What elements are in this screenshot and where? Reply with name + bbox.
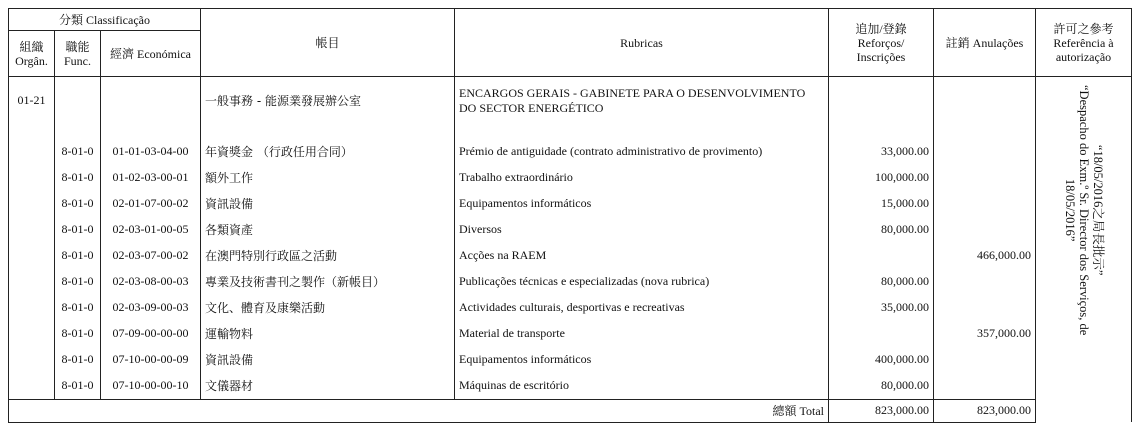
authorization-note: “18/05/2016之局長批示” “Despacho do Exm.º Sr. Director dos Serviços, de 18/05/2016”: [1062, 85, 1105, 336]
table-row: 8-01-0 02-01-07-00-02 資訊設備 Equipamentos informáticos 15,000.00: [9, 191, 1132, 217]
group-org: 01-21: [9, 77, 55, 125]
item-zh-header: 帳目: [201, 9, 455, 77]
table-row: 8-01-0 02-03-08-00-03 專業及技術書刊之製作（新帳目） Publicações técnicas e especializadas (nova rubrica) 80,000.00: [9, 269, 1132, 295]
table-row: 8-01-0 01-01-03-04-00 年資獎金 （行政任用合同） Prémio de antiguidade (contrato administrativo de provimento) 33,000.00: [9, 139, 1132, 165]
total-anulacao: 823,000.00: [934, 399, 1036, 422]
table-row: 8-01-0 07-09-00-00-00 運輸物料 Material de transporte 357,000.00: [9, 321, 1132, 347]
anulacoes-header: 註銷 Anulações: [934, 9, 1036, 77]
org-header: 組織 Orgân.: [9, 31, 55, 77]
table-row: 8-01-0 07-10-00-00-09 資訊設備 Equipamentos informáticos 400,000.00: [9, 347, 1132, 373]
group-row: [9, 77, 1132, 125]
total-label: 總額 Total: [9, 399, 829, 422]
table-row: 8-01-0 01-02-03-00-01 額外工作 Trabalho extraordinário 100,000.00: [9, 165, 1132, 191]
rubricas-header: Rubricas: [455, 9, 829, 77]
budget-table: [8, 8, 1132, 423]
referencia-header: 許可之參考 Referência à autorização: [1036, 9, 1132, 77]
table-row: 8-01-0 02-03-07-00-02 在澳門特別行政區之活動 Acções na RAEM 466,000.00: [9, 243, 1132, 269]
classification-header: 分類 Classificação: [9, 9, 201, 31]
table-row: 8-01-0 02-03-01-00-05 各類資產 Diversos 80,000.00: [9, 217, 1132, 243]
group-name-zh: 一般事務 - 能源業發展辦公室: [201, 77, 455, 125]
total-reforco: 823,000.00: [829, 399, 934, 422]
econ-header: 經濟 Económica: [101, 31, 201, 77]
table-row: 8-01-0 07-10-00-00-10 文儀器材 Máquinas de escritório 80,000.00: [9, 373, 1132, 400]
budget-table-sheet: [8, 8, 1131, 420]
reforcos-header: 追加/登錄 Reforços/ Inscrições: [829, 9, 934, 77]
total-row: [9, 399, 1132, 422]
table-row: 8-01-0 02-03-09-00-03 文化、體育及康樂活動 Actividades culturais, desportivas e recreativas 35,000.00: [9, 295, 1132, 321]
func-header: 職能 Func.: [55, 31, 101, 77]
authorization-cell: [1036, 77, 1132, 423]
group-name-pt: ENCARGOS GERAIS - GABINETE PARA O DESENVOLVIMENTO DO SECTOR ENERGÉTICO: [455, 77, 829, 125]
